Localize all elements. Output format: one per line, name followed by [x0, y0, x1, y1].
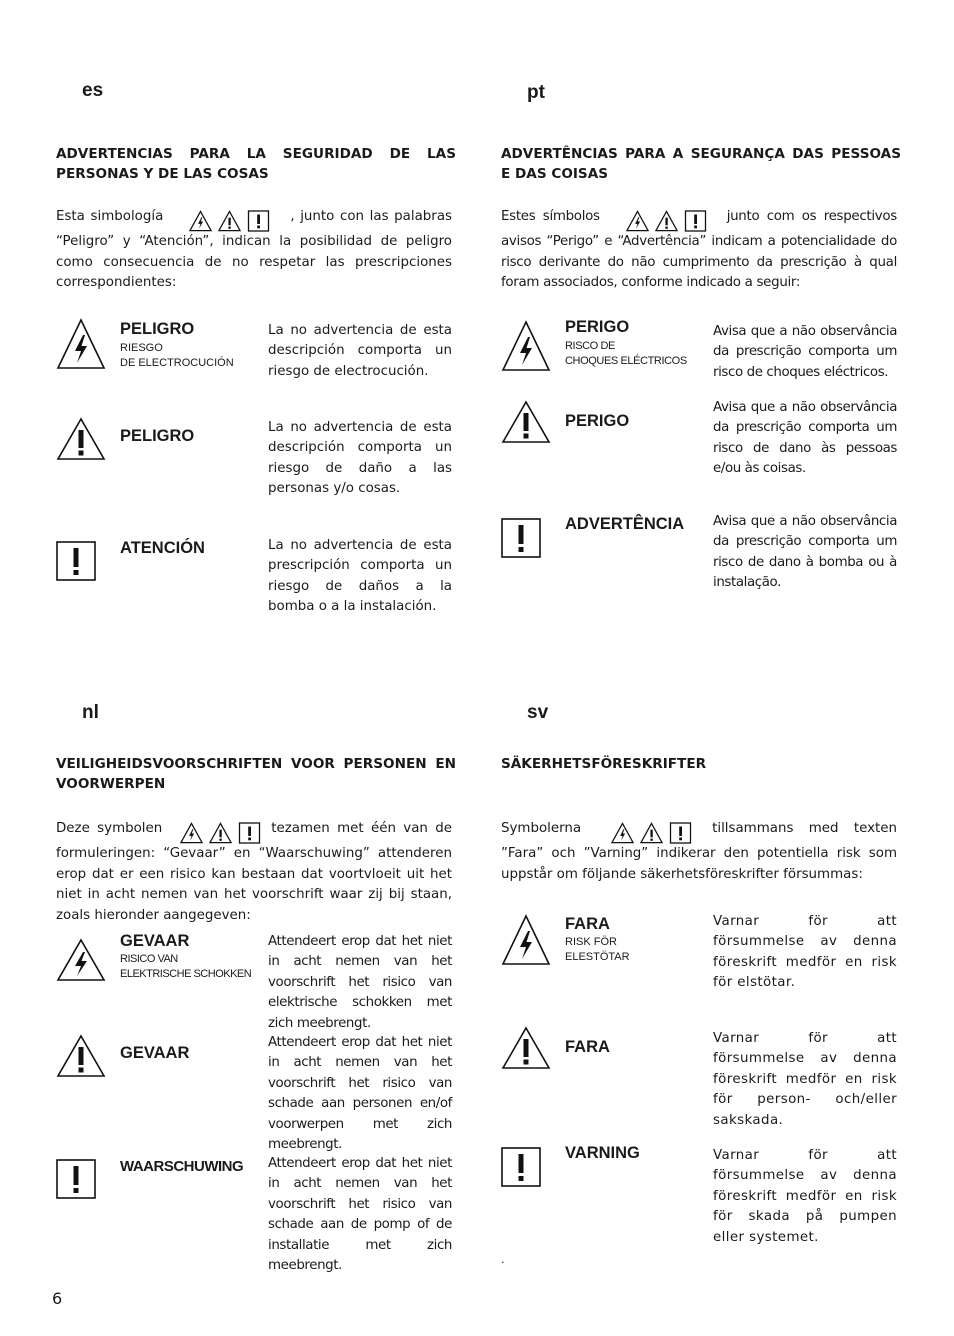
hazard-sublabel: RISCO DE CHOQUES ELÉCTRICOS [565, 340, 687, 367]
language-code: pt [527, 82, 545, 103]
section-sv [501, 702, 901, 1262]
exclamation-box-icon [669, 822, 692, 844]
hazard-sublabel: RISICO VAN ELEKTRISCHE SCHOKKEN [120, 953, 252, 980]
language-code: nl [82, 702, 99, 723]
intro-lead: Symbolerna [501, 821, 582, 836]
warning-triangle-icon [640, 822, 663, 844]
electric-hazard-icon [180, 822, 203, 844]
hazard-description: Attendeert erop dat het niet in acht nemen van het voorschrift het risico van schade aan personen en/of voorwerpen met zich meebrengt. [268, 1035, 452, 1153]
inline-symbols [180, 822, 267, 844]
hazard-label: VARNING [565, 1144, 640, 1162]
section-heading: ADVERTÊNCIAS PARA A SEGURANÇA DAS PESSOAS E DAS COISAS [501, 146, 901, 182]
intro-lead: Deze symbolen [56, 821, 163, 836]
hazard-description: Avisa que a não observância da prescrição comporta um risco de dano às pessoas e/ou às coisas. [713, 400, 897, 477]
hazard-description: Avisa que a não observância da prescrição comporta um risco de dano à bomba ou à instalação. [713, 514, 897, 591]
exclamation-box-icon [684, 210, 707, 232]
language-code: es [82, 80, 104, 101]
electric-hazard-icon [501, 914, 551, 966]
hazard-label: PERIGO [565, 412, 630, 430]
warning-triangle-icon [56, 1034, 106, 1078]
hazard-description: La no advertencia de esta descripción comporta un riesgo de daño a las personas y/o cosas. [268, 420, 452, 497]
warning-triangle-icon [218, 210, 241, 232]
hazard-description: Varnar för att försummelse av denna föreskrift medför en risk för elstötar. [713, 914, 897, 991]
section-heading: VEILIGHEIDSVOORSCHRIFTEN VOOR PERSONEN EN VOORWERPEN [56, 756, 456, 792]
section-es [56, 80, 456, 640]
warning-triangle-icon [501, 400, 551, 444]
warning-triangle-icon [56, 417, 106, 461]
hazard-description: Attendeert erop dat het niet in acht nemen van het voorschrift het risico van elektrische schokken met zich meebrengt. [268, 934, 452, 1031]
exclamation-box-icon [501, 1147, 541, 1187]
warning-triangle-icon [209, 822, 232, 844]
electric-hazard-icon [56, 318, 106, 370]
hazard-description: La no advertencia de esta prescripción comporta un riesgo de daños a la bomba o a la instalación. [268, 538, 452, 615]
intro-paragraph [56, 207, 452, 294]
hazard-description: Varnar för att försummelse av denna föreskrift medför en risk för skada på pumpen eller systemet. [713, 1148, 897, 1245]
hazard-label: PELIGRO [120, 427, 195, 445]
trailing-mark: . [501, 1253, 505, 1266]
page-number: 6 [52, 1289, 63, 1308]
hazard-label: FARA [565, 1038, 610, 1056]
exclamation-box-icon [56, 1159, 96, 1199]
hazard-label: GEVAAR [120, 1044, 190, 1062]
electric-hazard-icon [501, 320, 551, 372]
electric-hazard-icon [189, 210, 212, 232]
intro-text: tezamen met één van de formuleringen: “Gevaar” en “Waarschuwing” attenderen erop dat er een risico kan bestaan dat voortvloeit uit het niet in acht nemen van het voorschrift waar zij bij staan, zoals hieronder aangegeven: [56, 821, 452, 923]
warning-triangle-icon [501, 1026, 551, 1070]
intro-text: junto com os respectivos avisos “Perigo” e “Advertência” indicam a potencialidade do risco derivante do não cumprimento da prescrição à qual foram associados, conforme indicado a seguir: [501, 209, 897, 291]
section-heading: SÄKERHETSFÖRESKRIFTER [501, 756, 707, 772]
hazard-label: PERIGO [565, 318, 630, 336]
hazard-description: Attendeert erop dat het niet in acht nemen van het voorschrift het risico van schade aan de pomp of de installatie met zich meebrengt. [268, 1156, 452, 1274]
hazard-label: PELIGRO [120, 320, 195, 338]
hazard-description: La no advertencia de esta descripción comporta un riesgo de electrocución. [268, 323, 452, 379]
electric-hazard-icon [56, 938, 106, 982]
hazard-label: ADVERTÊNCIA [565, 515, 685, 533]
hazard-label: GEVAAR [120, 932, 190, 950]
exclamation-box-icon [501, 518, 541, 558]
intro-text: , junto con las palabras “Peligro” y “Atención”, indican la posibilidad de peligro como consecuencia de no respetar las prescripciones correspondientes: [56, 209, 452, 291]
intro-lead: Estes símbolos [501, 209, 600, 224]
intro-paragraph [501, 207, 897, 294]
language-code: sv [527, 702, 549, 723]
hazard-sublabel: RIESGO DE ELECTROCUCIÓN [120, 342, 234, 369]
inline-symbols [189, 210, 276, 232]
inline-symbols [611, 822, 698, 844]
hazard-label: ATENCIÓN [120, 539, 205, 557]
section-pt [501, 82, 901, 642]
intro-text: tillsammans med texten ”Fara” och ”Varning” indikerar den potentiella risk som uppstår om följande säkerhetsföreskrifter försummas: [501, 821, 897, 882]
warning-triangle-icon [655, 210, 678, 232]
exclamation-box-icon [238, 822, 261, 844]
section-nl [56, 702, 456, 1274]
electric-hazard-icon [611, 822, 634, 844]
intro-paragraph [501, 819, 897, 885]
exclamation-box-icon [56, 541, 96, 581]
intro-paragraph [56, 819, 452, 926]
hazard-description: Varnar för att försummelse av denna föreskrift medför en risk för person- och/eller sakskada. [713, 1031, 897, 1128]
intro-lead: Esta simbología [56, 209, 164, 224]
hazard-label: FARA [565, 915, 610, 933]
section-heading: ADVERTENCIAS PARA LA SEGURIDAD DE LAS PERSONAS Y DE LAS COSAS [56, 146, 456, 182]
exclamation-box-icon [247, 210, 270, 232]
electric-hazard-icon [626, 210, 649, 232]
hazard-description: Avisa que a não observância da prescrição comporta um risco de choques eléctricos. [713, 324, 897, 380]
inline-symbols [626, 210, 713, 232]
hazard-label: WAARSCHUWING [120, 1158, 244, 1175]
hazard-sublabel: RISK FÖR ELESTÖTAR [565, 936, 630, 963]
